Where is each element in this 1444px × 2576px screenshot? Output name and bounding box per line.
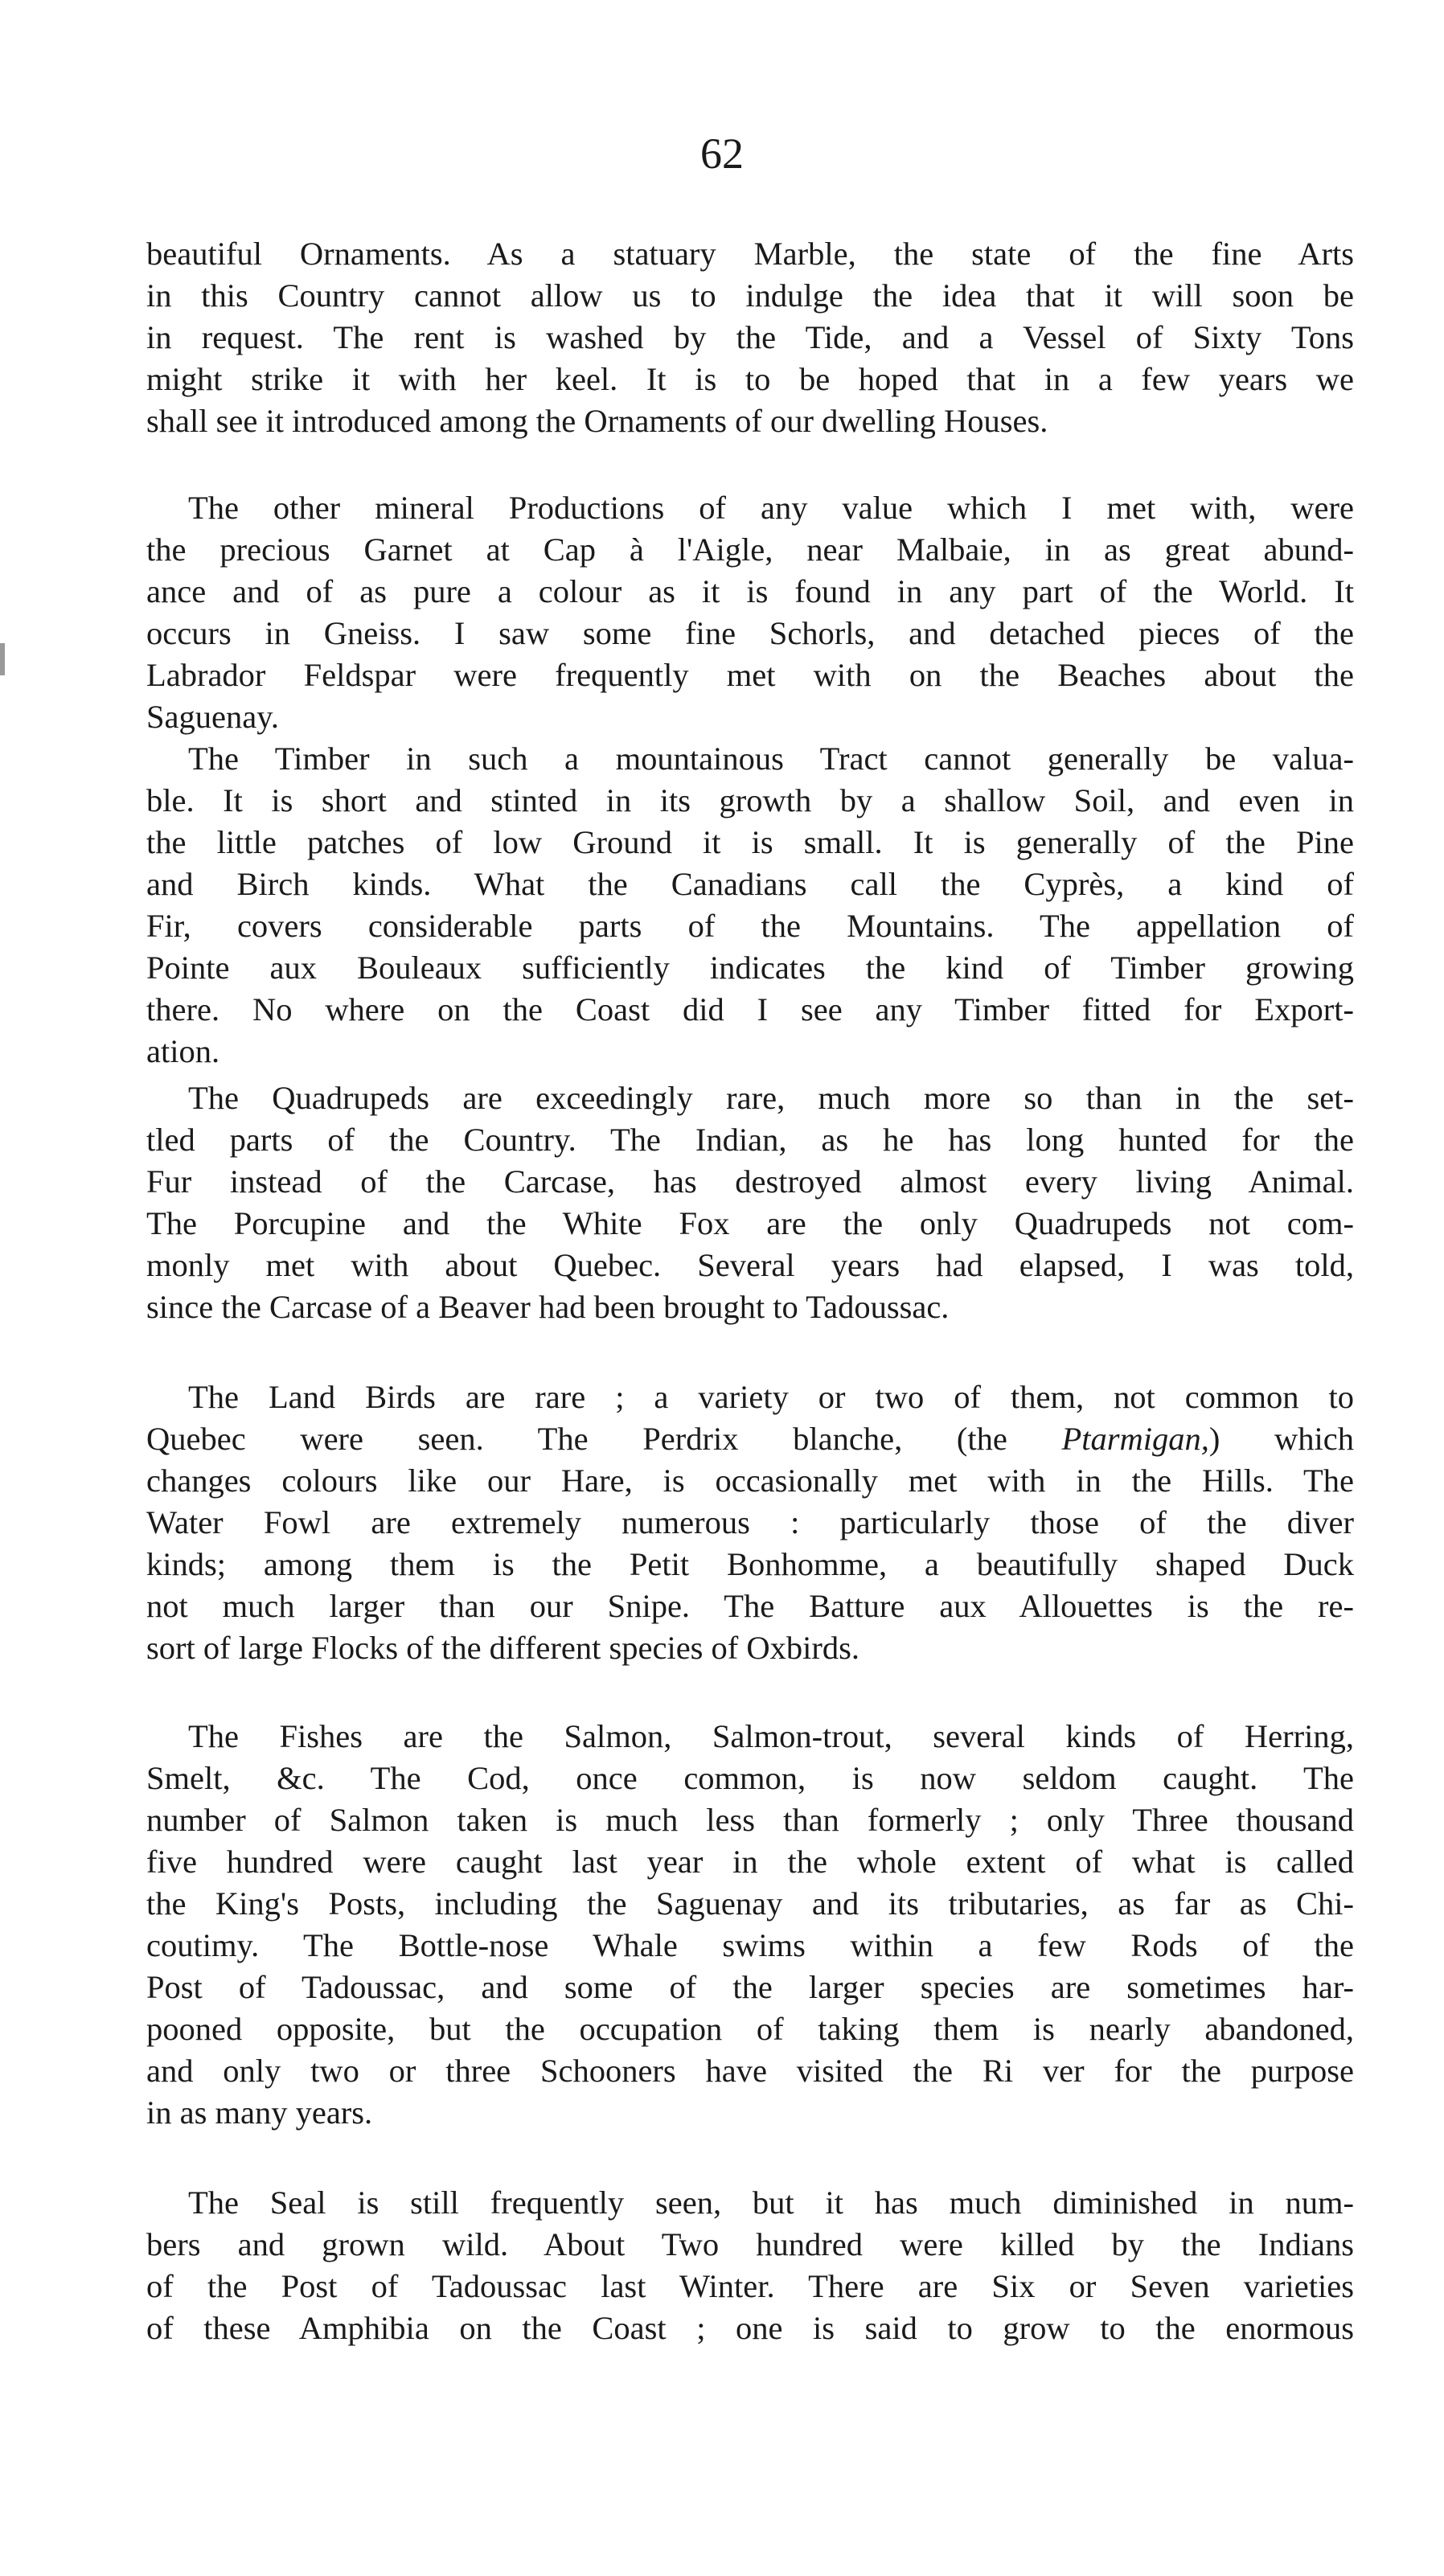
text-line: Fir, covers considerable parts of the Mountains. The appellation of	[146, 908, 1354, 944]
text-line: ble. It is short and stinted in its growth by a shallow Soil, and even in	[146, 782, 1354, 818]
text-line: occurs in Gneiss. I saw some fine Schorls, and detached pieces of the	[146, 615, 1354, 651]
text-line: since the Carcase of a Beaver had been brought to Tadoussac.	[146, 1289, 950, 1325]
text-line: of the Post of Tadoussac last Winter. There are Six or Seven varieties	[146, 2268, 1354, 2304]
text-line: kinds; among them is the Petit Bonhomme, a beautifully shaped Duck	[146, 1546, 1354, 1582]
text-line	[146, 1418, 1354, 1460]
text-line: might strike it with her keel. It is to be hoped that in a few years we	[146, 361, 1354, 397]
text-line: coutimy. The Bottle-nose Whale swims within a few Rods of the	[146, 1927, 1354, 1963]
text-line: Saguenay.	[146, 699, 279, 735]
text-line: and only two or three Schooners have visited the Ri ver for the purpose	[146, 2053, 1354, 2089]
text-line: five hundred were caught last year in the whole extent of what is called	[146, 1844, 1354, 1880]
text-segment: ) which	[1208, 1421, 1354, 1457]
text-line: Labrador Feldspar were frequently met with on the Beaches about the	[146, 657, 1354, 693]
text-line: bers and grown wild. About Two hundred were killed by the Indians	[146, 2226, 1354, 2262]
text-line: there. No where on the Coast did I see any Timber fitted for Export-	[146, 991, 1354, 1028]
text-line: sort of large Flocks of the different species of Oxbirds.	[146, 1630, 860, 1666]
text-line: beautiful Ornaments. As a statuary Marble, the state of the fine Arts	[146, 236, 1354, 272]
text-line: monly met with about Quebec. Several years had elapsed, I was told,	[146, 1247, 1354, 1283]
paragraph-1	[146, 233, 1354, 442]
text-line: of these Amphibia on the Coast ; one is said to grow to the enormous	[146, 2310, 1354, 2346]
text-line: The Timber in such a mountainous Tract cannot generally be valua-	[188, 740, 1354, 777]
text-line: in as many years.	[146, 2094, 373, 2131]
text-line: pooned opposite, but the occupation of taking them is nearly abandoned,	[146, 2011, 1354, 2047]
text-line: and Birch kinds. What the Canadians call the Cyprès, a kind of	[146, 866, 1354, 902]
text-line: ation.	[146, 1033, 220, 1069]
paragraph-5	[146, 1376, 1354, 1669]
text-line: The Quadrupeds are exceedingly rare, much more so than in the set-	[188, 1080, 1354, 1116]
text-line: The Fishes are the Salmon, Salmon-trout, several kinds of Herring,	[188, 1718, 1354, 1754]
scan-edge-mark	[0, 643, 5, 675]
text-line: in this Country cannot allow us to indulge the idea that it will soon be	[146, 277, 1354, 314]
text-line: in request. The rent is washed by the Tide, and a Vessel of Sixty Tons	[146, 319, 1354, 355]
italic-term: Ptarmigan,	[1061, 1421, 1209, 1457]
text-line: the precious Garnet at Cap à l'Aigle, near Malbaie, in as great abund-	[146, 531, 1354, 568]
paragraph-3	[146, 738, 1354, 1073]
text-line: The other mineral Productions of any value which I met with, were	[188, 490, 1354, 526]
text-line: the King's Posts, including the Saguenay and its tributaries, as far as Chi-	[146, 1885, 1354, 1922]
page-number: 62	[700, 129, 744, 178]
paragraph-7	[146, 2182, 1354, 2349]
text-line: tled parts of the Country. The Indian, as he has long hunted for the	[146, 1122, 1354, 1158]
text-line: Post of Tadoussac, and some of the larger species are sometimes har-	[146, 1969, 1354, 2005]
text-line: Smelt, &c. The Cod, once common, is now seldom caught. The	[146, 1760, 1354, 1796]
text-line: Fur instead of the Carcase, has destroyed almost every living Animal.	[146, 1163, 1354, 1200]
text-line: not much larger than our Snipe. The Batture aux Allouettes is the re-	[146, 1588, 1354, 1624]
text-segment: Quebec were seen. The Perdrix blanche, (the	[146, 1421, 1062, 1457]
text-line: The Porcupine and the White Fox are the only Quadrupeds not com-	[146, 1205, 1354, 1241]
text-line: changes colours like our Hare, is occasionally met with in the Hills. The	[146, 1462, 1354, 1499]
text-line: The Seal is still frequently seen, but it has much diminished in num-	[188, 2184, 1354, 2221]
text-line: Water Fowl are extremely numerous : particularly those of the diver	[146, 1504, 1354, 1540]
text-line: the little patches of low Ground it is small. It is generally of the Pine	[146, 824, 1354, 860]
text-line: Pointe aux Bouleaux sufficiently indicates the kind of Timber growing	[146, 950, 1354, 986]
text-line: shall see it introduced among the Ornaments of our dwelling Houses.	[146, 403, 1048, 439]
text-line: The Land Birds are rare ; a variety or two of them, not common to	[188, 1379, 1354, 1415]
text-line: ance and of as pure a colour as it is found in any part of the World. It	[146, 573, 1354, 609]
paragraph-4	[146, 1077, 1354, 1328]
paragraph-6	[146, 1716, 1354, 2134]
paragraph-2	[146, 487, 1354, 738]
text-line: number of Salmon taken is much less than formerly ; only Three thousand	[146, 1802, 1354, 1838]
